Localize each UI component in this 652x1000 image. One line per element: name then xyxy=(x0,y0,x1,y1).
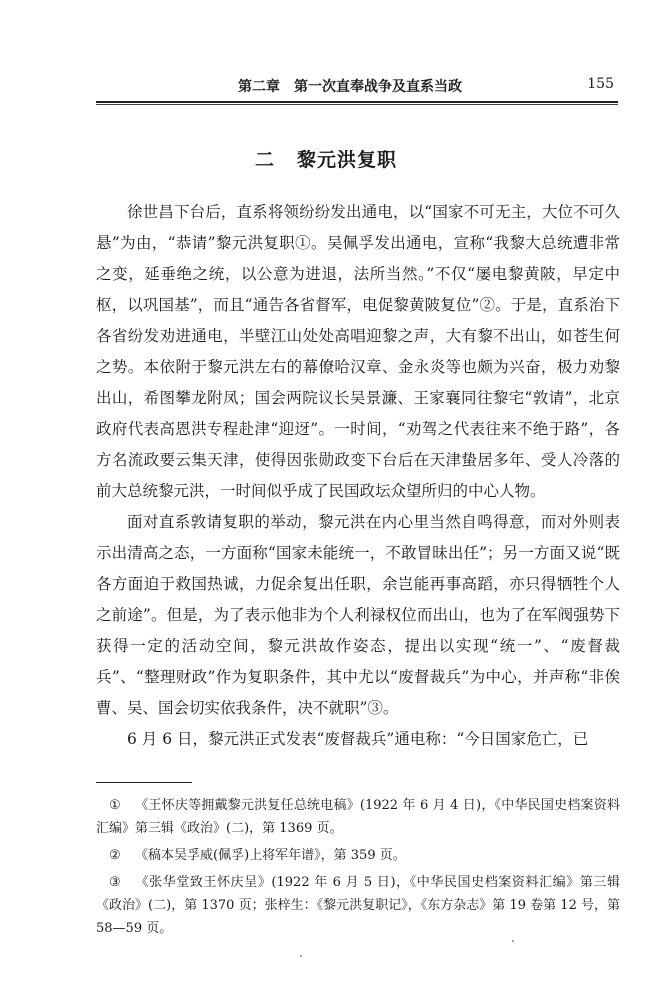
footnote-text: 《张华堂致王怀庆呈》(1922 年 6 月 5 日)，《中华民国史档案资料汇编》第三辑《政治》(二)，第 1370 页；张梓生：《黎元洪复职记》，《东方杂志》第 19 卷第 12 号，第 58—59 页。 xyxy=(96,875,620,936)
chapter-number: 第二章 xyxy=(238,79,280,95)
footnote-marker: ② xyxy=(109,848,121,863)
page-number: 155 xyxy=(587,76,614,92)
paragraph: 面对直系敦请复职的举动，黎元洪在内心里当然自鸣得意，而对外则表示出清高之态，一方面称“国家未能统一，不敢冒昧出任”；另一方面又说“既各方面迫于救国热诚，力促余复出任职，余岂能再事高蹈，亦只得牺牲个人之前途”。但是，为了表示他非为个人利禄权位而出山，也为了在军阀强势下获得一定的活动空间，黎元洪故作姿态，提出以实现“统一”、“废督裁兵”、“整理财政”作为复职条件，其中尤以“废督裁兵”为中心，并声称“非俟曹、吴、国会切实依我条件，决不就职”③。 xyxy=(96,513,620,717)
section-number: 二 xyxy=(254,149,275,171)
footnote xyxy=(96,794,620,840)
footnote-marker: ① xyxy=(109,798,121,813)
scan-speck xyxy=(512,940,514,942)
chapter-title: 第一次直奉战争及直系当政 xyxy=(294,79,462,95)
footnote xyxy=(96,871,620,940)
section-title xyxy=(0,145,652,172)
header-rule xyxy=(96,101,618,103)
chapter-heading xyxy=(238,76,462,96)
header-rule-thin xyxy=(96,104,618,105)
paragraph: 6 月 6 日，黎元洪正式发表“废督裁兵”通电称：“今日国家危亡，已 xyxy=(127,730,589,748)
footnote-rule xyxy=(96,782,192,783)
paragraph: 徐世昌下台后，直系将领纷纷发出通电，以“国家不可无主，大位不可久悬”为由，“恭请”黎元洪复职①。吴佩孚发出通电，宣称“我黎大总统遭非常之变，延垂绝之统，以公意为进退，法所当然。”不仅“屡电黎黄陂，早定中枢，以巩国基”，而且“通告各省督军，电促黎黄陂复位”②。于是，直系治下各省纷发劝进通电，半壁江山处处高唱迎黎之声，大有黎不出山，如苍生何之势。本依附于黎元洪左右的幕僚哈汉章、金永炎等也颇为兴奋，极力劝黎出山，希图攀龙附凤；国会两院议长吴景濂、王家襄同往黎宅“敦请”，北京政府代表高恩洪专程赴津“迎迓”。一时间，“劝驾之代表往来不绝于路”，各方名流政要云集天津，使得因张勋政变下台后在天津蛰居多年、受人冷落的前大总统黎元洪，一时间似乎成了民国政坛众望所归的中心人物。 xyxy=(96,203,620,500)
footnote-text: 《稿本吴孚威(佩孚)上将军年谱》，第 359 页。 xyxy=(135,848,406,863)
footnote xyxy=(96,844,620,867)
section-heading: 黎元洪复职 xyxy=(297,149,398,171)
footnote-text: 《王怀庆等拥戴黎元洪复任总统电稿》(1922 年 6 月 4 日)，《中华民国史档案资料汇编》第三辑《政治》(二)，第 1369 页。 xyxy=(96,798,620,836)
running-header xyxy=(96,74,616,96)
scan-speck xyxy=(300,955,302,957)
footnote-marker: ③ xyxy=(109,875,121,890)
body-text xyxy=(96,197,620,755)
footnotes xyxy=(96,794,620,944)
